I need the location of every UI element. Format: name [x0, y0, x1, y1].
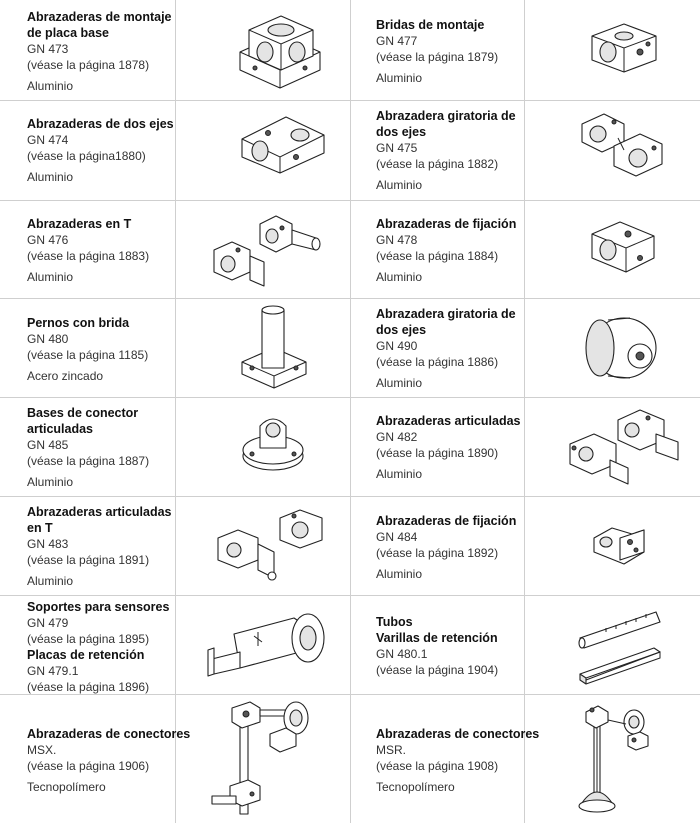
- product-entry: [27, 116, 174, 185]
- product-entry: [376, 614, 498, 678]
- page-reference: (véase la página 1887): [27, 454, 150, 468]
- product-title: Placas de retención: [27, 648, 145, 662]
- connector-assembly-msx-drawing: [206, 700, 318, 825]
- product-code: GN 477: [376, 34, 418, 48]
- page-reference: (véase la página 1882): [376, 157, 499, 171]
- product-title: Abrazaderas articuladas: [376, 414, 521, 428]
- product-title: Abrazaderas articuladas: [27, 505, 172, 519]
- row-divider: [0, 200, 700, 201]
- product-title: articuladas: [27, 422, 94, 436]
- material: Aluminio: [376, 567, 423, 581]
- product-entry: [27, 216, 149, 285]
- product-code: GN 476: [27, 233, 69, 247]
- material: Aluminio: [376, 71, 423, 85]
- t-clamp-drawing: [210, 210, 330, 295]
- product-entry: [376, 306, 516, 391]
- tubes-rods-drawing: [576, 604, 664, 691]
- product-title: Abrazaderas de montaje: [27, 10, 172, 24]
- connector-assembly-msr-drawing: [574, 702, 658, 823]
- product-entry: [376, 726, 539, 795]
- product-title: dos ejes: [376, 323, 427, 337]
- page-reference: (véase la página 1896): [27, 680, 150, 694]
- flanged-bolt-drawing: [238, 304, 310, 397]
- product-entry: [27, 599, 169, 695]
- product-code: GN 478: [376, 233, 418, 247]
- page-reference: (véase la página 1890): [376, 446, 499, 460]
- product-entry: [376, 17, 498, 86]
- product-title: Abrazaderas de dos ejes: [27, 117, 174, 131]
- product-title: dos ejes: [376, 125, 427, 139]
- product-code: GN 479.1: [27, 664, 79, 678]
- sensor-bracket-drawing: [204, 612, 328, 683]
- material: Aluminio: [376, 178, 423, 192]
- row-divider: [0, 397, 700, 398]
- product-title: Abrazaderas de conectores: [376, 727, 540, 741]
- material: Aluminio: [376, 376, 423, 390]
- product-title: Abrazaderas de conectores: [27, 727, 191, 741]
- page-reference: (véase la página 1908): [376, 759, 499, 773]
- page-reference: (véase la página 1895): [27, 632, 150, 646]
- material: Acero zincado: [27, 369, 104, 383]
- column-divider: [524, 0, 525, 823]
- product-code: GN 480.1: [376, 647, 428, 661]
- product-code: GN 483: [27, 537, 69, 551]
- page-reference: (véase la página 1892): [376, 546, 499, 560]
- page-reference: (véase la página 1879): [376, 50, 499, 64]
- material: Aluminio: [27, 574, 74, 588]
- page-reference: (véase la página1880): [27, 149, 146, 163]
- product-title: Abrazaderas de fijación: [376, 217, 517, 231]
- two-way-clamp-drawing: [238, 113, 328, 180]
- holding-clamp-drawing: [588, 218, 660, 281]
- product-entry: [27, 9, 172, 94]
- product-title: Abrazaderas de fijación: [376, 514, 517, 528]
- product-code: GN 475: [376, 141, 418, 155]
- swivel-two-way-clamp-drawing: [578, 112, 666, 183]
- material: Aluminio: [376, 270, 423, 284]
- product-title: de placa base: [27, 26, 109, 40]
- product-title: Abrazadera giratoria de: [376, 307, 516, 321]
- material: Tecnopolímero: [376, 780, 455, 794]
- swivel-base-drawing: [240, 412, 306, 481]
- round-swivel-clamp-drawing: [578, 310, 662, 387]
- column-divider: [350, 0, 351, 823]
- page-reference: (véase la página 1884): [376, 249, 499, 263]
- product-entry: [376, 513, 516, 582]
- base-plate-clamp-drawing: [235, 12, 325, 95]
- product-code: GN 473: [27, 42, 69, 56]
- material: Aluminio: [376, 467, 423, 481]
- product-title: Pernos con brida: [27, 316, 130, 330]
- swivel-clamp-drawing: [566, 406, 682, 491]
- row-divider: [0, 496, 700, 497]
- product-title: Bases de conector: [27, 406, 139, 420]
- product-title: Tubos: [376, 615, 413, 629]
- material: Aluminio: [27, 270, 74, 284]
- column-divider: [175, 0, 176, 823]
- material: Aluminio: [27, 79, 74, 93]
- page-reference: (véase la página 1185): [27, 348, 149, 362]
- page-reference: (véase la página 1883): [27, 249, 150, 263]
- swivel-t-clamp-drawing: [214, 508, 334, 587]
- row-divider: [0, 298, 700, 299]
- material: Aluminio: [27, 170, 74, 184]
- page-reference: (véase la página 1906): [27, 759, 150, 773]
- holding-clamp-small-drawing: [590, 520, 650, 573]
- row-divider: [0, 100, 700, 101]
- product-title: Abrazaderas en T: [27, 217, 132, 231]
- mounting-flange-drawing: [588, 22, 660, 79]
- product-entry: [27, 726, 190, 795]
- product-code: GN 485: [27, 438, 69, 452]
- material: Aluminio: [27, 475, 74, 489]
- product-code: MSR.: [376, 743, 406, 757]
- product-title: Bridas de montaje: [376, 18, 485, 32]
- product-title: Abrazadera giratoria de: [376, 109, 516, 123]
- product-entry: [27, 504, 172, 589]
- product-title: Varillas de retención: [376, 631, 498, 645]
- page-reference: (véase la página 1891): [27, 553, 150, 567]
- product-code: GN 490: [376, 339, 418, 353]
- product-code: GN 479: [27, 616, 69, 630]
- product-code: GN 482: [376, 430, 418, 444]
- page-reference: (véase la página 1878): [27, 58, 150, 72]
- product-title: en T: [27, 521, 53, 535]
- product-code: MSX.: [27, 743, 57, 757]
- product-entry: [376, 216, 516, 285]
- product-entry: [376, 108, 516, 193]
- product-entry: [376, 413, 521, 482]
- page-reference: (véase la página 1886): [376, 355, 499, 369]
- page-reference: (véase la página 1904): [376, 663, 499, 677]
- product-entry: [27, 405, 149, 490]
- product-code: GN 480: [27, 332, 69, 346]
- product-title: Soportes para sensores: [27, 600, 170, 614]
- material: Tecnopolímero: [27, 780, 106, 794]
- product-code: GN 474: [27, 133, 69, 147]
- product-entry: [27, 315, 148, 384]
- row-divider: [0, 595, 700, 596]
- product-code: GN 484: [376, 530, 418, 544]
